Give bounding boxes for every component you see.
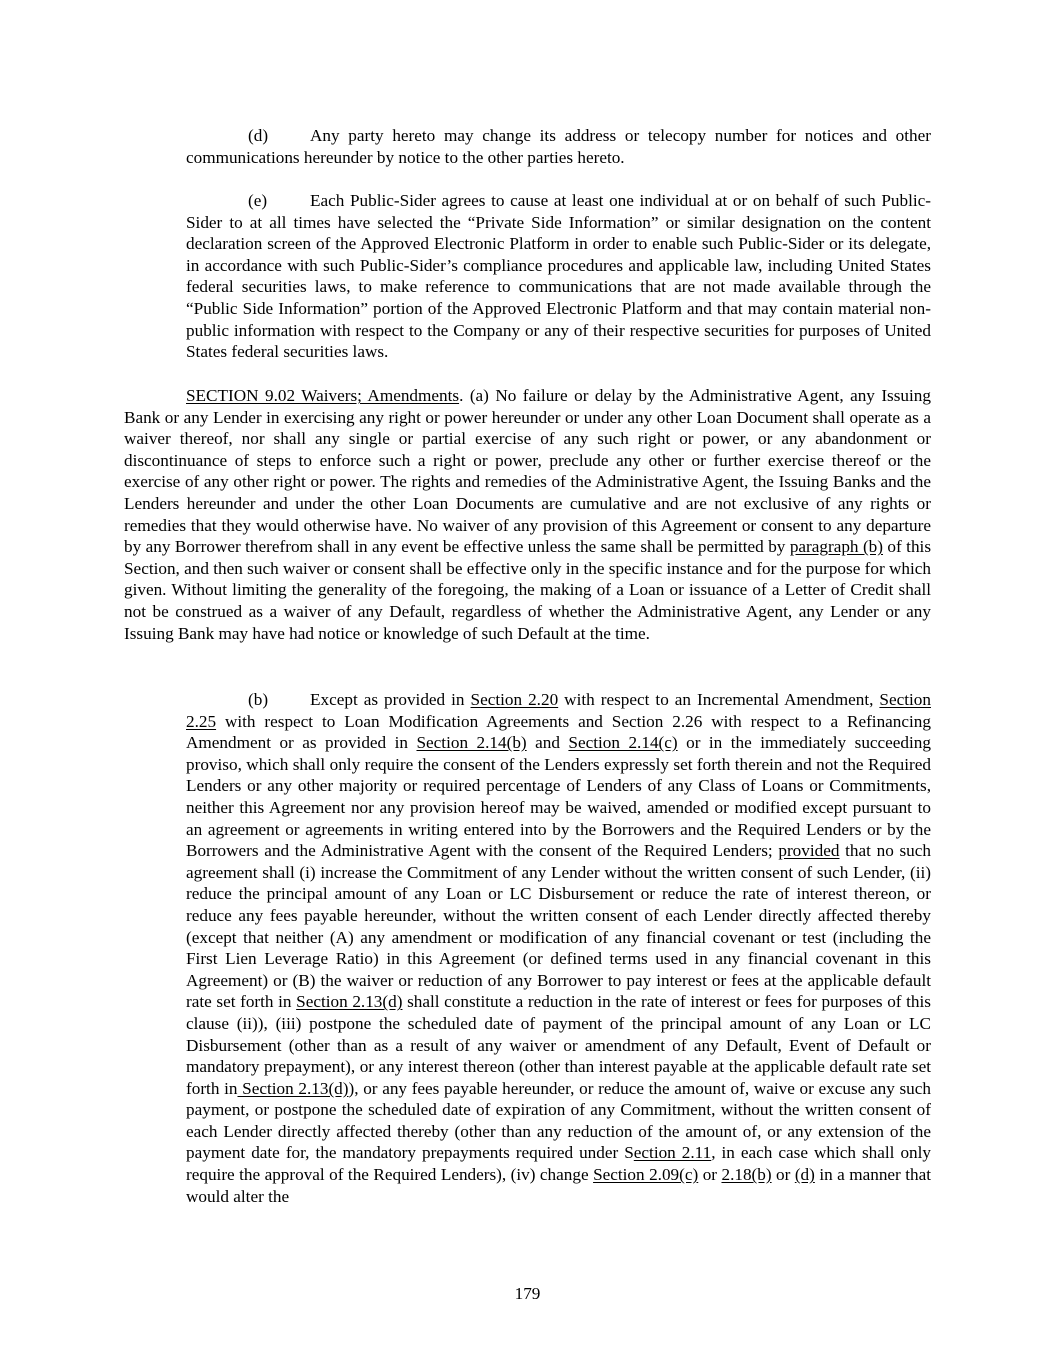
paragraph-b-text: that no such agreement shall (i) increase the Commitment of any Lender without the written consent of such Lender, (ii) reduce the principal amount of any Loan or LC Disbursement or reduce the rate of interest thereon, or reduce any fees payable hereunder, without the written consent of each Lender directly affected thereby (except that neither (A) any amendment or modification of any financial covenant or test (including the First Lien Leverage Ratio) in this Agreement (or defined terms used in any financial covenant in this Agreement) or (B) the waiver or reduction of any Borrower to pay interest or fees at the applicable default rate set forth in xyxy=(186,841,931,1012)
section-9-02-heading: SECTION 9.02 Waivers; Amendments xyxy=(186,386,460,405)
paragraph-b xyxy=(186,689,931,1207)
section-2-14b-reference: Section 2.14(b) xyxy=(416,733,527,753)
section-2-20-reference: Section 2.20 xyxy=(470,690,559,709)
section-2-09c-reference: Section 2.09(c) xyxy=(593,1165,699,1185)
paragraph-e xyxy=(186,190,931,363)
paragraph-b-reference: paragraph (b) xyxy=(789,537,883,557)
section-2-11-reference: ection 2.11 xyxy=(633,1143,712,1163)
section-2-13d-reference: Section 2.13(d) xyxy=(296,992,403,1012)
section-9-02-paragraph xyxy=(124,385,931,644)
section-9-02-text-2: of this Section, and then such waiver or consent shall be effective only in the specific instance and for the purpose for which given. Without limiting the generality of the foregoing, the making of a Loan or issuance of a Letter of Credit shall not be construed as a waiver of any Default, regardless of whether the Administrative Agent, any Lender or any Issuing Bank may have had notice or knowledge of such Default at the time. xyxy=(124,537,932,643)
paragraph-e-text: Each Public-Sider agrees to cause at least one individual at or on behalf of such Public-Sider to at all times have selected the “Private Side Information” or similar designation on the content declaration screen of the Approved Electronic Platform in order to enable such Public-Sider or its delegate, in accordance with such Public-Sider’s compliance procedures and applicable law, including United States federal securities laws, to make reference to communications that are not made available through the “Public Side Information” portion of the Approved Electronic Platform and that may contain material non-public information with respect to the Company or any of their respective securities for purposes of United States federal securities laws. xyxy=(186,191,931,362)
section-9-02-text-1: . (a) No failure or delay by the Administrative Agent, any Issuing Bank or any Lender in exercising any right or power hereunder or under any other Loan Document shall operate as a waiver thereof, nor shall any single or partial exercise of any such right or power, or any abandonment or discontinuance of steps to enforce such a right or power, preclude any other or further exercise thereof or the exercise of any other right or power. The rights and remedies of the Administrative Agent, the Issuing Banks and the Lenders hereunder and under the other Loan Documents are cumulative and are not exclusive of any rights or remedies that they would otherwise have. No waiver of any provision of this Agreement or consent to any departure by any Borrower therefrom shall in any event be effective unless the same shall be permitted by xyxy=(124,386,931,557)
paragraph-b-text: with respect to Loan Modification Agreements and Section 2.26 with respect to a Refinancing Amendment or as provided in xyxy=(186,711,931,753)
paragraph-d xyxy=(186,125,931,168)
section-2-25-reference: Section 2.25 xyxy=(186,690,931,731)
section-2-18b-reference: 2.18(b) xyxy=(721,1165,772,1185)
paragraph-b-text: ), or any fees payable hereunder, or reduce the amount of, waive or excuse any such payment, or postpone the scheduled date of expiration of any Commitment, without the written consent of each Lender directly affected thereby (other than any reduction of the amount of, or any extension of the payment date for, the mandatory prepayments required under S xyxy=(186,1078,931,1163)
paragraph-b-text: shall constitute a reduction in the rate of interest or fees for purposes of this clause (ii)), (iii) postpone the scheduled date of payment of the principal amount of any Loan or LC Disbursement (other than as a result of any waiver or amendment of any Default, Event of Default or mandatory prepayment), or any interest thereon (other than interest payable at the applicable default rate set forth in xyxy=(186,992,931,1098)
paragraph-b-text: in a manner that would alter the xyxy=(186,1165,931,1206)
paragraph-b-text: , in each case which shall only require the approval of the Required Lenders), (iv) change xyxy=(186,1143,932,1185)
paragraph-b-text: with respect to an Incremental Amendment, xyxy=(558,690,880,709)
page-number: 179 xyxy=(514,1284,541,1303)
paragraph-d-label: (d) xyxy=(248,126,269,145)
paragraph-e-label: (e) xyxy=(248,191,268,210)
paragraph-b-text: or in the immediately succeeding proviso, which shall only require the consent of the Lenders expressly set forth therein and not the Required Lenders or any other majority or required percentage of Lenders of any Class of Loans or Commitments, neither this Agreement nor any provision hereof may be waived, amended or modified except pursuant to an agreement or agreements in writing entered into by the Borrowers and the Required Lenders or by the Borrowers and the Administrative Agent with the consent of the Required Lenders; xyxy=(186,733,931,861)
paragraph-b-text: or xyxy=(771,1165,795,1185)
paragraph-b-text: and xyxy=(526,733,569,753)
section-2-13d-reference: Section 2.13(d) xyxy=(237,1078,349,1098)
paragraph-b-text: Except as provided in xyxy=(310,690,471,709)
provided-term: provided xyxy=(778,841,840,861)
section-2-14c-reference: Section 2.14(c) xyxy=(568,733,678,753)
section-d-reference: (d) xyxy=(794,1165,815,1185)
paragraph-b-text: or xyxy=(698,1165,722,1185)
paragraph-d-text: Any party hereto may change its address or telecopy number for notices and other communications hereunder by notice to the other parties hereto. xyxy=(186,126,931,167)
paragraph-b-label: (b) xyxy=(248,690,269,709)
